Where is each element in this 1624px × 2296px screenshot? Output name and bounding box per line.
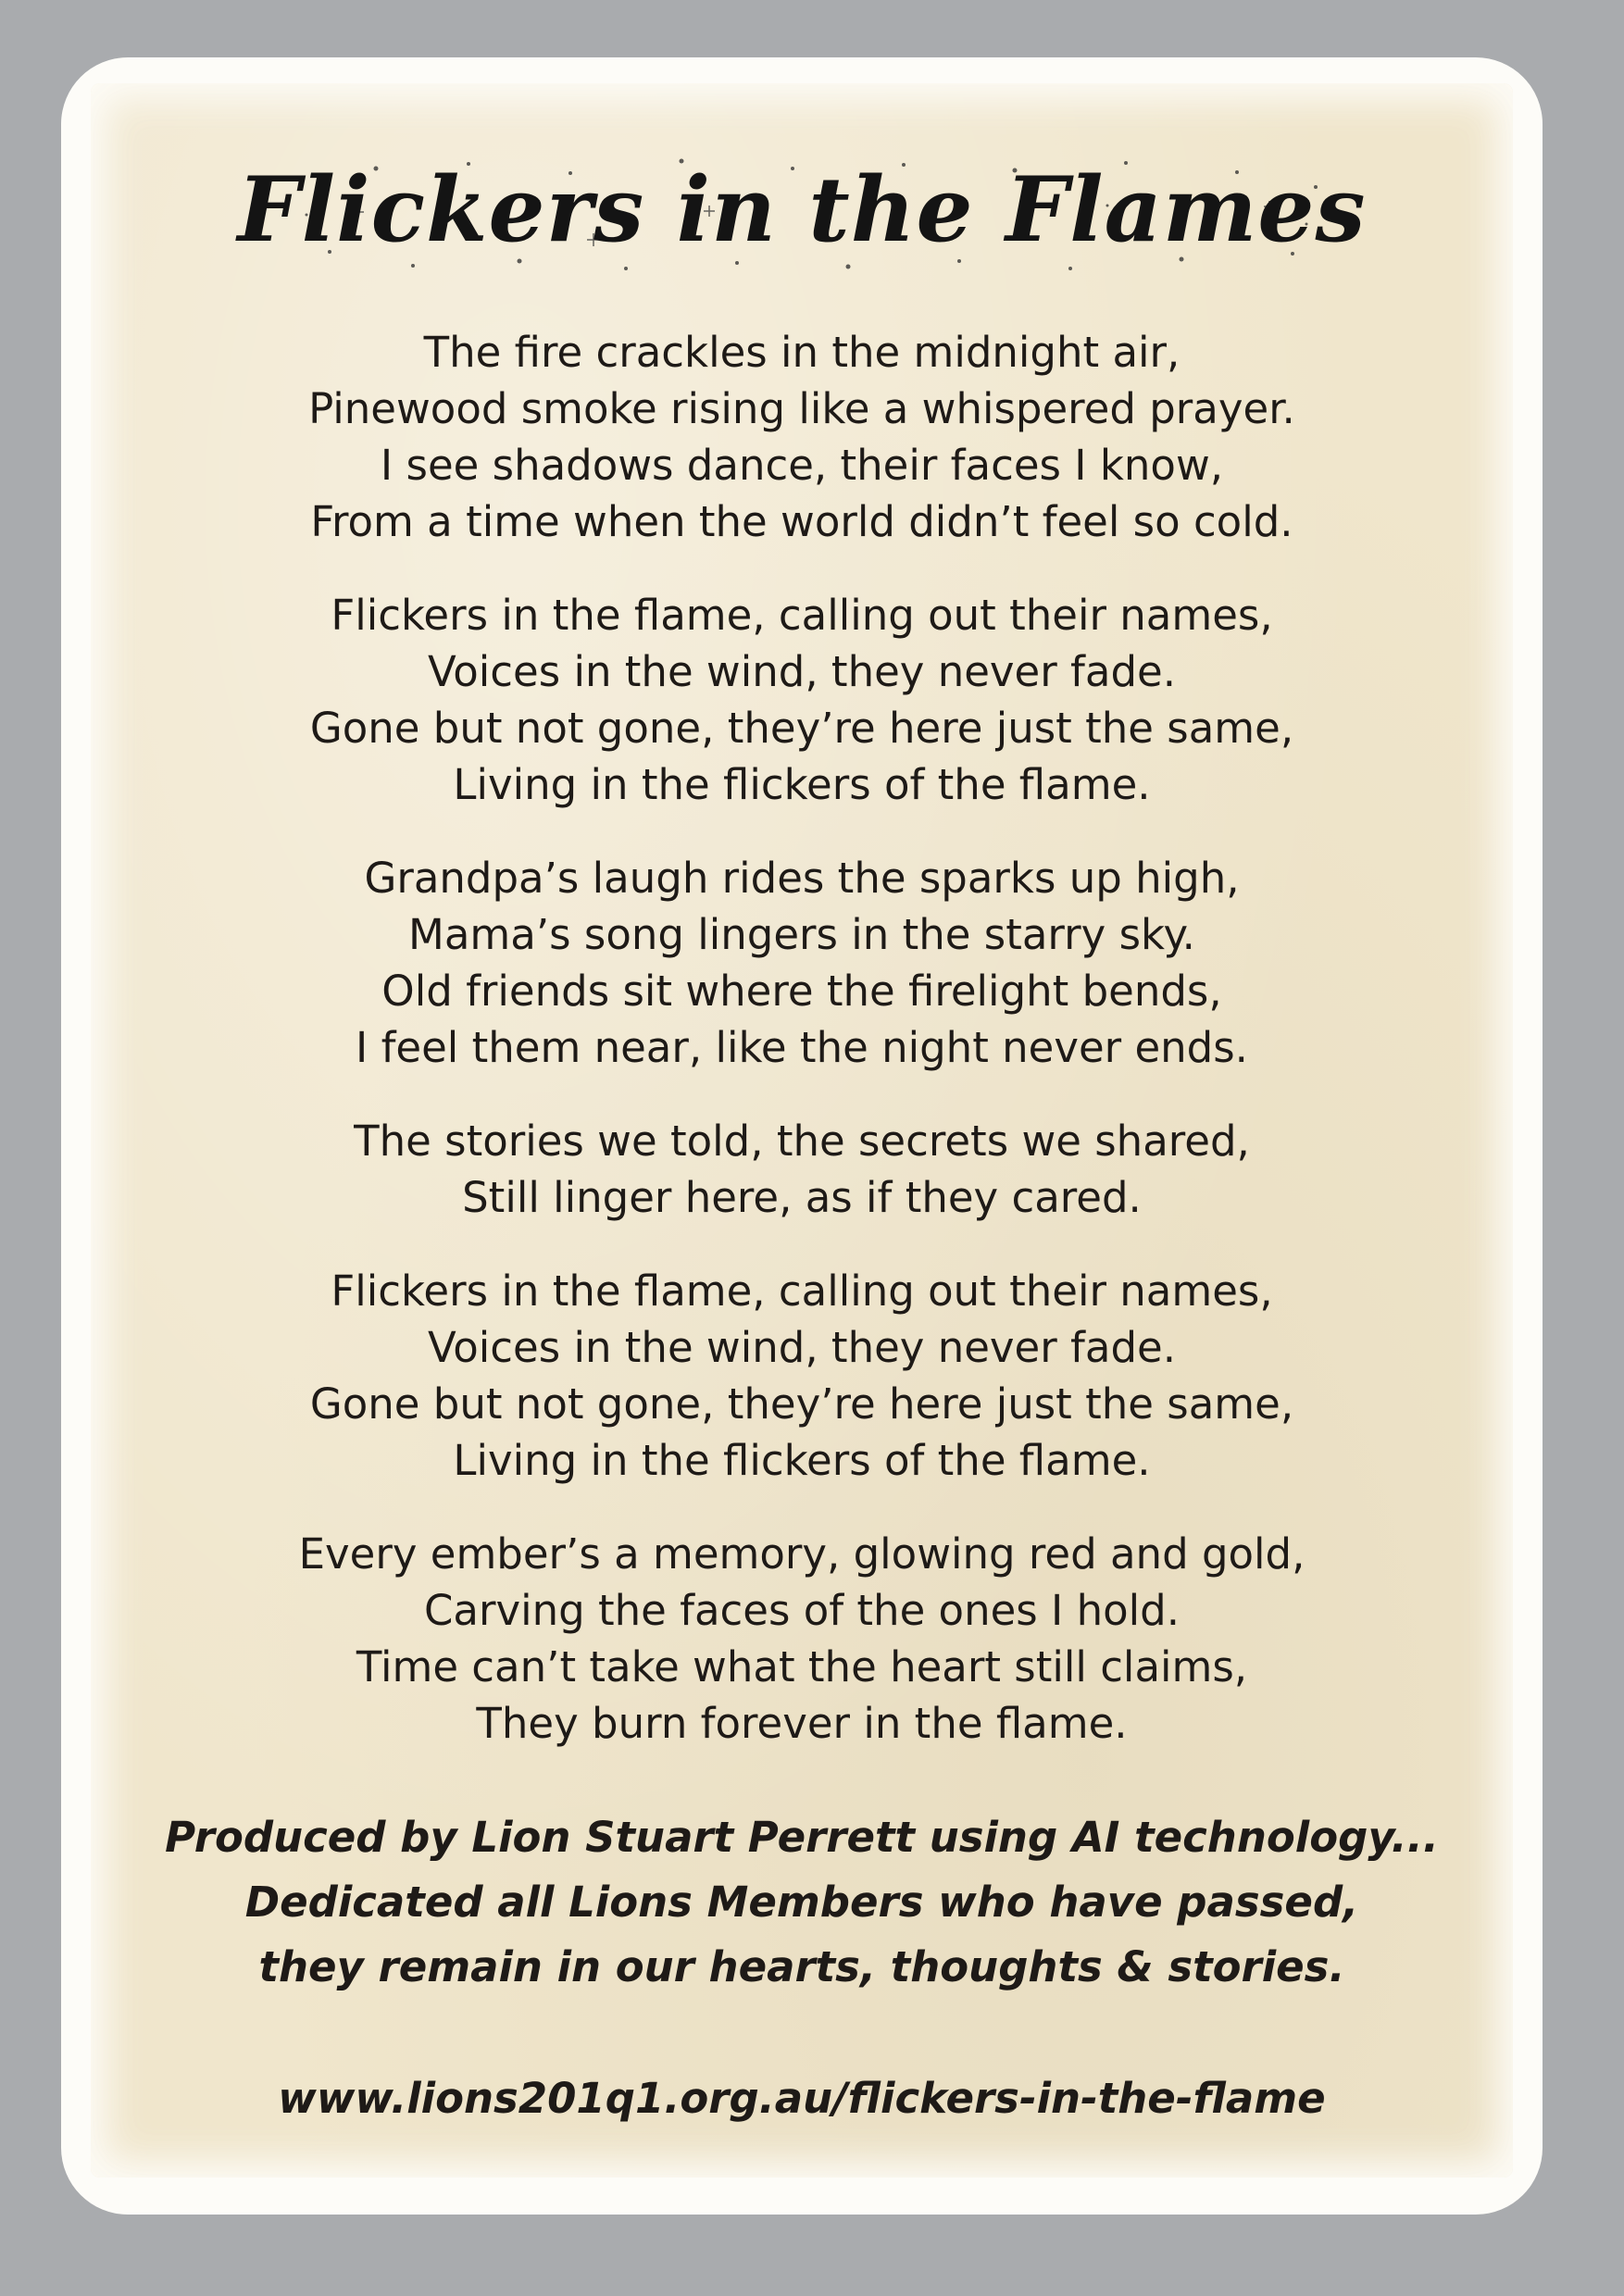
stanza-bridge: [61, 1113, 1543, 1226]
poem-card: [61, 57, 1543, 2215]
title-area: [61, 141, 1543, 280]
stanza-chorus-2: [61, 1263, 1543, 1489]
stanza-chorus-1: [61, 587, 1543, 813]
lyric-line: I see shadows dance, their faces I know,: [380, 441, 1224, 490]
credits: [61, 1805, 1543, 2000]
stanza-outro: [61, 1526, 1543, 1752]
lyric-line: Grandpa’s laugh rides the sparks up high,: [364, 854, 1240, 903]
lyric-line: Voices in the wind, they never fade.: [427, 647, 1177, 696]
lyric-line: Old friends sit where the firelight bends,: [381, 967, 1222, 1016]
lyrics: [61, 324, 1543, 1789]
stanza-verse-2: [61, 850, 1543, 1076]
poem-title: Flickers in the Flames: [237, 157, 1367, 262]
credit-line-remembrance: they remain in our hearts, thoughts & stories.: [258, 1942, 1345, 1991]
lyric-line: The stories we told, the secrets we shared,: [354, 1117, 1250, 1166]
website-link[interactable]: www.lions201q1.org.au/flickers-in-the-flame: [278, 2074, 1326, 2123]
lyric-line: Flickers in the flame, calling out their names,: [331, 1267, 1273, 1316]
poem-content: [61, 57, 1543, 2215]
lyric-line: Time can’t take what the heart still claims,: [356, 1642, 1248, 1691]
lyric-line: Still linger here, as if they cared.: [462, 1173, 1142, 1222]
lyric-line: Gone but not gone, they’re here just the same,: [309, 704, 1294, 753]
lyric-line: Mama’s song lingers in the starry sky.: [408, 910, 1195, 959]
lyric-line: I feel them near, like the night never ends.: [356, 1023, 1248, 1072]
lyric-line: Every ember’s a memory, glowing red and gold,: [298, 1529, 1305, 1578]
lyric-line: Pinewood smoke rising like a whispered prayer.: [308, 384, 1295, 433]
lyric-line: They burn forever in the flame.: [476, 1699, 1128, 1748]
credit-line-dedication: Dedicated all Lions Members who have passed,: [244, 1878, 1359, 1927]
lyric-line: Living in the flickers of the flame.: [453, 1436, 1151, 1485]
lyric-line: Living in the flickers of the flame.: [453, 760, 1151, 809]
stanza-verse-1: [61, 324, 1543, 550]
lyric-line: Flickers in the flame, calling out their names,: [331, 591, 1273, 640]
lyric-line: Carving the faces of the ones I hold.: [423, 1586, 1181, 1635]
lyric-line: Gone but not gone, they’re here just the same,: [309, 1379, 1294, 1429]
lyric-line: Voices in the wind, they never fade.: [427, 1323, 1177, 1372]
lyric-line: From a time when the world didn’t feel so cold.: [310, 497, 1293, 546]
lyric-line: The fire crackles in the midnight air,: [423, 328, 1181, 377]
credit-line-producer: Produced by Lion Stuart Perrett using AI technology...: [165, 1813, 1439, 1862]
